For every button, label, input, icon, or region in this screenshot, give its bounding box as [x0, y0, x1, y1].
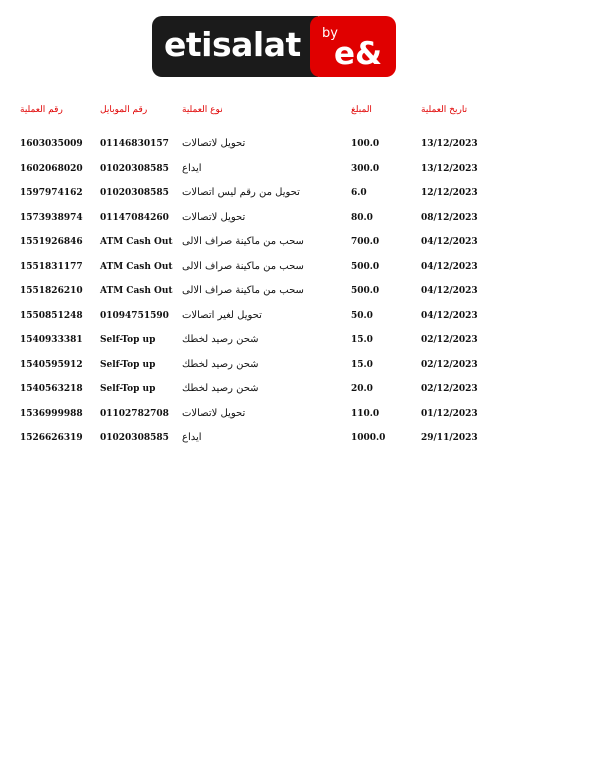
- cell-date: 04/12/2023: [421, 261, 478, 272]
- cell-date: 08/12/2023: [421, 212, 478, 223]
- cell-mobile: ATM Cash Out: [100, 286, 173, 296]
- cell-type: سحب من ماكينة صراف الالى: [182, 285, 304, 296]
- cell-type: سحب من ماكينة صراف الالى: [182, 236, 304, 247]
- cell-date: 13/12/2023: [421, 163, 478, 174]
- etisalat-logo: [152, 16, 396, 77]
- logo-by-text: by: [322, 26, 338, 41]
- cell-txn-no: 1597974162: [20, 188, 83, 198]
- cell-type: تحويل لغير اتصالات: [182, 309, 262, 321]
- cell-txn-no: 1573938974: [20, 212, 83, 223]
- cell-type: ايداع: [182, 162, 202, 174]
- cell-date: 12/12/2023: [421, 188, 478, 198]
- cell-mobile: 01020308585: [100, 163, 169, 174]
- table-row: [0, 280, 600, 305]
- table-header-row: [0, 99, 600, 133]
- table-row: [0, 403, 600, 428]
- cell-txn-no: 1536999988: [20, 408, 83, 419]
- cell-amount: 700.0: [351, 237, 380, 247]
- table-row: [0, 305, 600, 330]
- cell-mobile: 01020308585: [100, 188, 169, 198]
- header-type: نوع العملية: [182, 105, 223, 115]
- cell-type: تحويل لاتصالات: [182, 138, 246, 149]
- cell-amount: 500.0: [351, 286, 380, 296]
- cell-mobile: Self-Top up: [100, 384, 156, 394]
- cell-amount: 6.0: [351, 188, 367, 198]
- cell-amount: 15.0: [351, 359, 373, 370]
- cell-amount: 50.0: [351, 310, 373, 321]
- cell-date: 02/12/2023: [421, 384, 478, 394]
- transactions-table: [0, 99, 600, 452]
- cell-date: 13/12/2023: [421, 139, 478, 149]
- cell-type: شحن رصيد لخطك: [182, 334, 259, 345]
- cell-txn-no: 1526626319: [20, 433, 83, 443]
- header-amount: المبلغ: [351, 105, 372, 115]
- cell-mobile: ATM Cash Out: [100, 261, 173, 272]
- table-row: [0, 158, 600, 183]
- cell-txn-no: 1603035009: [20, 139, 83, 149]
- cell-date: 29/11/2023: [421, 433, 478, 443]
- cell-amount: 110.0: [351, 408, 380, 419]
- table-row: [0, 329, 600, 354]
- header-date: تاريخ العملية: [421, 105, 468, 115]
- cell-txn-no: 1540595912: [20, 359, 83, 370]
- cell-txn-no: 1551831177: [20, 261, 83, 272]
- logo-eand-text: e&: [334, 36, 383, 72]
- table-row: [0, 378, 600, 403]
- cell-type: شحن رصيد لخطك: [182, 383, 259, 394]
- cell-date: 02/12/2023: [421, 335, 478, 345]
- cell-mobile: 01020308585: [100, 433, 169, 443]
- cell-amount: 500.0: [351, 261, 380, 272]
- cell-mobile: Self-Top up: [100, 335, 156, 345]
- table-row: [0, 133, 600, 158]
- cell-mobile: 01147084260: [100, 212, 169, 223]
- cell-mobile: Self-Top up: [100, 359, 156, 370]
- table-row: [0, 427, 600, 452]
- table-row: [0, 182, 600, 207]
- cell-date: 04/12/2023: [421, 286, 478, 296]
- table-row: [0, 231, 600, 256]
- logo-brand-text: etisalat: [164, 25, 301, 64]
- cell-txn-no: 1540933381: [20, 335, 83, 345]
- header-txn-no: رقم العملية: [20, 105, 63, 115]
- cell-type: ايداع: [182, 432, 202, 443]
- cell-date: 02/12/2023: [421, 359, 478, 370]
- cell-amount: 100.0: [351, 139, 380, 149]
- cell-type: تحويل من رقم ليس اتصالات: [182, 187, 300, 198]
- cell-type: تحويل لاتصالات: [182, 407, 246, 419]
- cell-txn-no: 1540563218: [20, 384, 83, 394]
- cell-type: تحويل لاتصالات: [182, 211, 246, 223]
- cell-date: 04/12/2023: [421, 237, 478, 247]
- table-body: [0, 133, 600, 452]
- cell-amount: 20.0: [351, 384, 373, 394]
- cell-txn-no: 1602068020: [20, 163, 83, 174]
- table-row: [0, 207, 600, 232]
- table-row: [0, 256, 600, 281]
- cell-mobile: 01102782708: [100, 408, 169, 419]
- cell-txn-no: 1550851248: [20, 310, 83, 321]
- cell-mobile: 01146830157: [100, 139, 169, 149]
- cell-amount: 300.0: [351, 163, 380, 174]
- cell-mobile: ATM Cash Out: [100, 237, 173, 247]
- cell-type: سحب من ماكينة صراف الالى: [182, 260, 304, 272]
- cell-amount: 80.0: [351, 212, 373, 223]
- header-mobile: رقم الموبايل: [100, 105, 148, 115]
- table-row: [0, 354, 600, 379]
- cell-amount: 15.0: [351, 335, 373, 345]
- cell-txn-no: 1551926846: [20, 237, 83, 247]
- cell-type: شحن رصيد لخطك: [182, 358, 259, 370]
- cell-date: 04/12/2023: [421, 310, 478, 321]
- cell-amount: 1000.0: [351, 433, 386, 443]
- cell-date: 01/12/2023: [421, 408, 478, 419]
- cell-txn-no: 1551826210: [20, 286, 83, 296]
- cell-mobile: 01094751590: [100, 310, 169, 321]
